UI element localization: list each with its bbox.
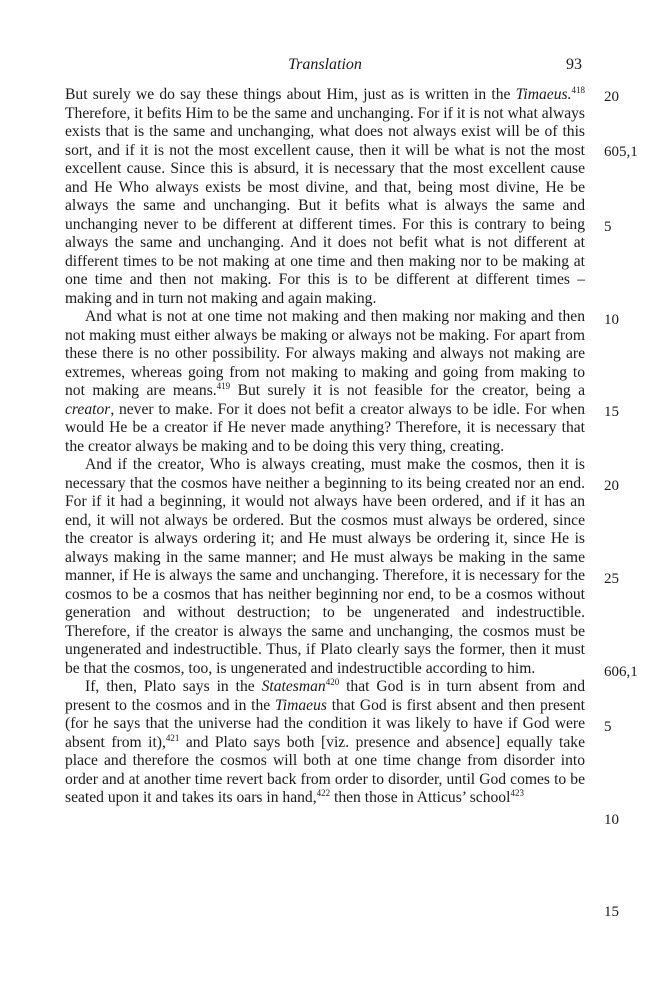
margin-line-number: 605,1 <box>604 144 638 160</box>
text-run: But surely it is not feasible for the creator, being a <box>230 382 585 399</box>
page-number: 93 <box>566 56 582 73</box>
paragraph <box>65 86 585 308</box>
running-header <box>0 56 650 78</box>
footnote-ref: 421 <box>165 732 180 743</box>
margin-line-number: 5 <box>604 719 612 735</box>
text-run: , never to make. For it does not befit a creator always to be idle. For when would He be a creator if He never made anything? Therefore, it is necessary that the creator always be making and to be doing this very thing, creating. <box>65 400 585 455</box>
paragraph <box>65 456 585 678</box>
text-run: that God is first absent and then present (for he says that the universe had the condition it was likely to have if God were absent from it), <box>65 696 585 751</box>
text-run: And what is not at one time not making and then making nor making and then not making must either always be making or always not be making. For apart from these there is no other possibility. For always making and always not making are extremes, whereas going from not making to making and going from making to not making are means. <box>65 308 585 399</box>
margin-line-number: 10 <box>604 812 619 828</box>
text-run: that God is in turn absent from and present to the cosmos and in the <box>65 678 585 714</box>
text-run: But surely we do say these things about Him, just as is written in the <box>65 86 516 103</box>
italic-title: creator <box>65 400 111 418</box>
text-run: Therefore, it befits Him to be the same and unchanging. For if it is not what always exists that is the same and unchanging, what does not always exist will be of this sort, and if it is not the most excellent cause, then it will be what is not the most excellent cause. Since this is absurd, it is necessary that the most excellent cause and He Who always exists be most divine, and that, being most divine, He be always the same and unchanging. But it befits what is always the same and unchanging never to be different at different times. For this is contrary to being always the same and unchanging. And it does not befit what is not different at different times to be not making at one time and then making nor to be making at one time and then not making. For this is to be different at different times – making and in turn not making and again making. <box>65 104 585 307</box>
margin-line-number: 15 <box>604 404 619 420</box>
footnote-ref: 423 <box>510 788 524 798</box>
margin-line-number: 20 <box>604 478 619 494</box>
margin-line-number: 25 <box>604 571 619 587</box>
margin-line-number: 10 <box>604 312 619 328</box>
paragraph <box>65 308 585 456</box>
margin-line-number: 606,1 <box>604 664 638 680</box>
margin-line-number: 15 <box>604 904 619 920</box>
margin-line-number: 20 <box>604 89 619 105</box>
text-run: and Plato says both [viz. presence and absence] equally take place and therefore the cosmos will both at one time change from disorder into order and at another time revert back from order to disorder, until God comes to be seated upon it and takes its oars in hand, <box>65 733 586 806</box>
text-run: If, then, Plato says in the <box>85 678 262 695</box>
body-text <box>65 86 585 808</box>
italic-title: Timaeus <box>274 696 327 714</box>
text-run: And if the creator, Who is always creating, must make the cosmos, then it is necessary that the cosmos have neither a beginning to its being created nor an end. For if it had a beginning, it would not always have been ordered, and if it has an end, it will not always be ordered. But the cosmos must always be ordered, since the creator is always ordering it; and He must always be ordering it, since He is always making in the same manner; and He must always be making in the same manner, if He is always the same and unchanging. Therefore, it is necessary for the cosmos to be a cosmos that has neither beginning nor end, to be a cosmos without generation and without destruction; to be ungenerated and indestructible. Therefore, if the creator is always the same and unchanging, the cosmos must be ungenerated and indestructible. Thus, if Plato clearly says the former, then it must be that the cosmos, too, is ungenerated and indestructible according to him. <box>65 456 585 677</box>
italic-title: Statesman <box>261 678 326 695</box>
text-run: then those in Atticus’ school <box>330 789 511 806</box>
footnote-ref: 422 <box>316 788 331 798</box>
footnote-ref: 420 <box>325 677 340 687</box>
paragraph <box>65 678 585 808</box>
footnote-ref: 419 <box>216 381 231 391</box>
running-title: Translation <box>288 56 362 73</box>
margin-line-number: 5 <box>604 219 612 235</box>
footnote-ref: 418 <box>571 85 585 95</box>
italic-title: Timaeus. <box>515 86 572 103</box>
